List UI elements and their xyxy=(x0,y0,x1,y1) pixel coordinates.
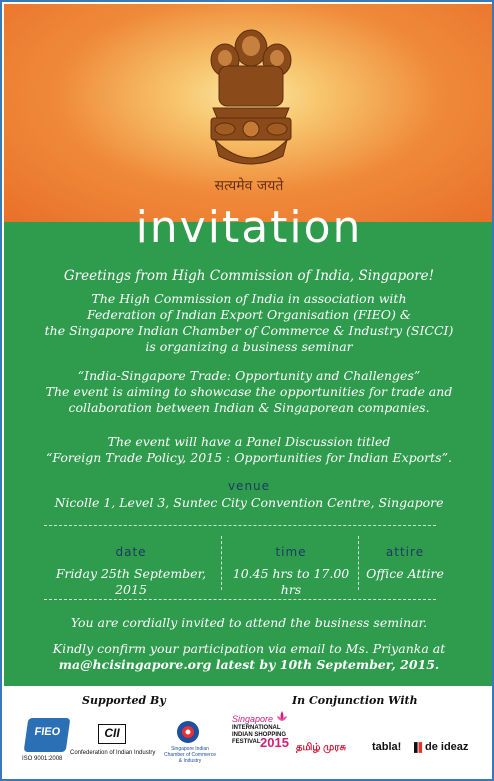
sicci-name: Singapore Indian Chamber of Commerce & Industry xyxy=(164,746,216,764)
ashoka-emblem-icon xyxy=(199,26,303,174)
title-band xyxy=(4,198,494,258)
date-value: Friday 25th September, 2015 xyxy=(55,566,207,597)
divider-right xyxy=(358,536,359,590)
supported-by-heading: Supported By xyxy=(82,694,166,707)
time-label: time xyxy=(275,545,307,559)
confirm-line-1: Kindly confirm your participation via email to Ms. Priyanka at xyxy=(52,641,446,656)
seminar-line-2: The event is aiming to showcase the opportunities for trade and xyxy=(45,384,453,399)
national-motto: सत्यमेव जयते xyxy=(214,178,284,194)
greeting: Greetings from High Commission of India, Singapore! xyxy=(63,268,435,284)
panel-line-1: The event will have a Panel Discussion titled xyxy=(107,434,391,449)
seminar-title: “India-Singapore Trade: Opportunity and Challenges” xyxy=(77,368,421,383)
festival-city: Singapore xyxy=(232,714,274,724)
panel-line-2: “Foreign Trade Policy, 2015 : Opportunities for Indian Exports”. xyxy=(46,450,452,465)
attire-value: Office Attire xyxy=(366,566,444,581)
intro-line-4: is organizing a business seminar xyxy=(145,339,353,354)
invitation-title: invitation xyxy=(135,202,363,253)
venue-value: Nicolle 1, Level 3, Suntec City Convention Centre, Singapore xyxy=(54,495,444,510)
intro-line-2: Federation of Indian Export Organisation (FIEO) & xyxy=(86,307,412,322)
venue-label: venue xyxy=(227,479,271,493)
date-label: date xyxy=(115,545,147,559)
seminar-line-3: collaboration between Indian & Singaporean companies. xyxy=(68,400,430,415)
sicci-logo-icon xyxy=(176,720,200,744)
divider-bottom xyxy=(44,599,436,600)
lotus-icon xyxy=(276,710,288,722)
tamil-murasu-logo: தமிழ் முரசு xyxy=(296,742,346,753)
iso-text: ISO 9001:2008 xyxy=(22,756,63,762)
fieo-text: FIEO xyxy=(33,726,62,738)
time-value: 10.45 hrs to 17.00 hrs xyxy=(232,566,350,597)
deideaz-mark-icon xyxy=(414,742,423,753)
festival-name-3: FESTIVAL xyxy=(232,739,261,745)
cii-name: Confederation of Indian Industry xyxy=(70,750,156,756)
invite-line: You are cordially invited to attend the business seminar. xyxy=(70,615,428,630)
fieo-logo xyxy=(24,718,71,752)
deideaz-logo: de ideaz xyxy=(425,741,469,753)
festival-year: 2015 xyxy=(260,735,289,750)
sponsor-footer xyxy=(4,686,494,781)
intro-line-1: The High Commission of India in association with xyxy=(91,291,407,306)
festival-name-1: INTERNATIONAL xyxy=(232,725,281,731)
attire-label: attire xyxy=(385,545,425,559)
intro-line-3: the Singapore Indian Chamber of Commerce & Industry (SICCI) xyxy=(44,323,454,338)
divider-top xyxy=(44,525,436,526)
in-conjunction-heading: In Conjunction With xyxy=(292,694,418,707)
festival-name-2: INDIAN SHOPPING xyxy=(232,732,287,738)
tabla-logo: tabla! xyxy=(372,741,402,753)
divider-left xyxy=(221,536,222,590)
saffron-header xyxy=(4,4,494,222)
cii-logo: CII xyxy=(98,724,126,744)
confirm-line-2: ma@hcisingapore.org latest by 10th September, 2015. xyxy=(58,657,440,672)
